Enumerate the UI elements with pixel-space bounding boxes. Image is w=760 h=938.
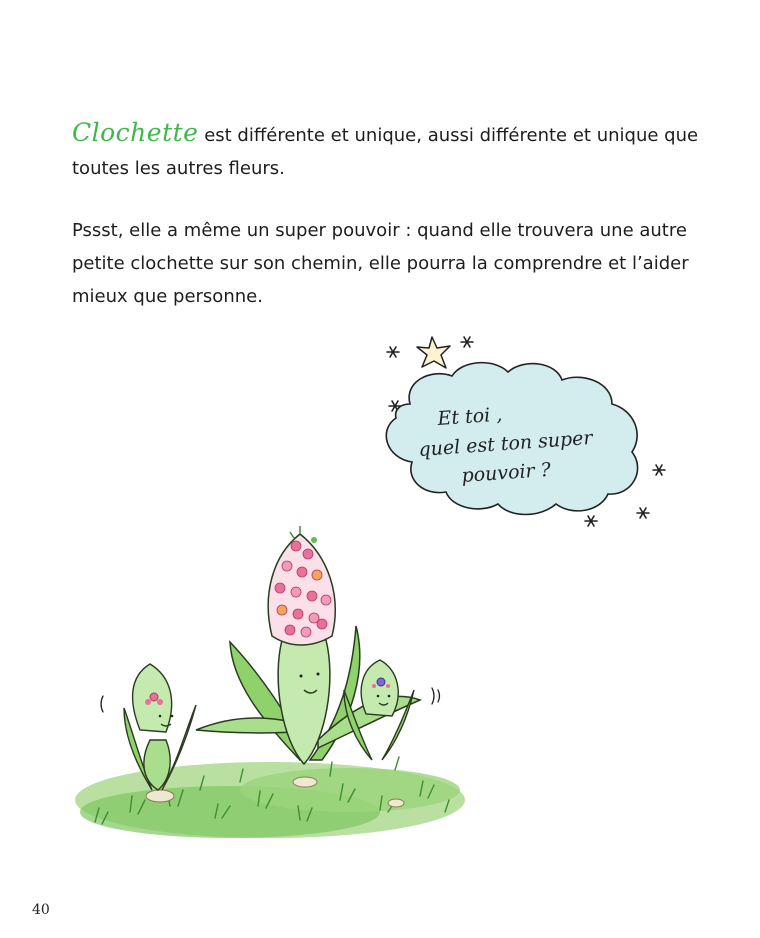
paragraph-superpower: Pssst, elle a même un super pouvoir : quand elle trouvera une autre petite clochette sur son chemin, elle pourra la comprendre et l’aider mieux que personne. (72, 220, 689, 307)
paragraph-intro (72, 116, 702, 185)
sparkle-icon (461, 337, 473, 347)
bubble-line-2: quel est ton super (417, 426, 594, 461)
sparkle-icon (637, 508, 649, 518)
flower-illustration (0, 320, 760, 860)
paragraph-intro-text: est différente et unique, aussi différente et unique que toutes les autres fleurs. (72, 125, 699, 179)
grass-ground (75, 757, 465, 838)
page-number: 40 (32, 902, 50, 918)
sparkle-icon (653, 465, 665, 475)
sparkle-icon (585, 516, 597, 526)
hyacinth-clochette (196, 526, 420, 764)
star-icon (417, 337, 450, 368)
character-name: Clochette (72, 118, 199, 147)
sparkle-icon (387, 347, 399, 357)
bubble-line-3: pouvoir ? (460, 458, 552, 487)
bubble-line-1: Et toi , (436, 403, 503, 430)
